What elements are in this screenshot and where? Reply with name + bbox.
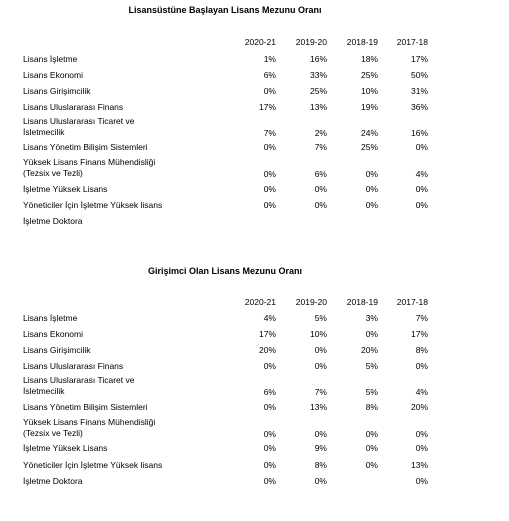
row-label: Yüksek Lisans Finans Mühendisliği [23, 417, 156, 427]
table-cell: 4% [263, 313, 276, 323]
row-label: İşletme Doktora [23, 216, 83, 226]
table-cell: 0% [415, 184, 428, 194]
table-cell: 0% [314, 476, 327, 486]
table-cell: 0% [314, 361, 327, 371]
table-cell: 5% [314, 313, 327, 323]
row-label: Lisans Uluslararası Ticaret ve [23, 116, 135, 126]
table-cell: 13% [410, 460, 428, 470]
table-cell: 0% [314, 200, 327, 210]
table-cell: 0% [365, 460, 378, 470]
row-label: Lisans Girişimcilik [23, 86, 91, 96]
row-label: Lisans Yönetim Bilişim Sistemleri [23, 402, 148, 412]
table-cell: 24% [360, 128, 378, 138]
table-cell: 25% [360, 142, 378, 152]
table-cell: 9% [314, 443, 327, 453]
table-cell: 17% [410, 54, 428, 64]
table-title: Girişimci Olan Lisans Mezunu Oranı [147, 266, 303, 276]
table-cell: 8% [314, 460, 327, 470]
table-cell: 36% [410, 102, 428, 112]
table-cell: 0% [263, 361, 276, 371]
table-cell: 6% [263, 387, 276, 397]
row-label: İşletme Doktora [23, 476, 83, 486]
row-label: Lisans Girişimcilik [23, 345, 91, 355]
table-cell: 0% [365, 184, 378, 194]
table-cell: 0% [314, 184, 327, 194]
table-cell: 0% [365, 169, 378, 179]
table-cell: 13% [309, 102, 327, 112]
table-cell: 7% [314, 142, 327, 152]
table-cell: 0% [415, 200, 428, 210]
table-cell: 0% [263, 402, 276, 412]
table-cell: 6% [314, 169, 327, 179]
table-cell: 0% [314, 429, 327, 439]
table-cell: 0% [365, 429, 378, 439]
table-title: Lisansüstüne Başlayan Lisans Mezunu Oranı [128, 5, 322, 15]
table-cell: 13% [309, 402, 327, 412]
table-cell: 6% [263, 70, 276, 80]
table-cell: 10% [309, 329, 327, 339]
row-label: Lisans Uluslararası Ticaret ve [23, 375, 135, 385]
table-cell: 17% [258, 102, 276, 112]
table-cell: 1% [263, 54, 276, 64]
table-cell: 7% [415, 313, 428, 323]
table-cell: 3% [365, 313, 378, 323]
column-header: 2020-21 [244, 37, 276, 47]
table-cell: 5% [365, 387, 378, 397]
table-cell: 0% [263, 460, 276, 470]
table-cell: 8% [415, 345, 428, 355]
column-header: 2019-20 [295, 297, 327, 307]
column-header: 2020-21 [244, 297, 276, 307]
table-cell: 16% [410, 128, 428, 138]
column-header: 2019-20 [295, 37, 327, 47]
table-cell: 0% [263, 86, 276, 96]
table-cell: 20% [360, 345, 378, 355]
table-cell: 25% [360, 70, 378, 80]
table-cell: 25% [309, 86, 327, 96]
row-label: (Tezsix ve Tezli) [23, 428, 83, 438]
table-cell: 0% [314, 345, 327, 355]
column-header: 2017-18 [396, 297, 428, 307]
table-cell: 4% [415, 387, 428, 397]
table-cell: 0% [365, 200, 378, 210]
table-cell: 0% [263, 443, 276, 453]
table-cell: 0% [263, 169, 276, 179]
row-label: (Tezsix ve Tezli) [23, 168, 83, 178]
table-cell: 19% [360, 102, 378, 112]
table-cell: 0% [365, 443, 378, 453]
table-cell: 0% [415, 443, 428, 453]
row-label: Lisans Yönetim Bilişim Sistemleri [23, 142, 148, 152]
table-cell: 7% [314, 387, 327, 397]
row-label: Yüksek Lisans Finans Mühendisliği [23, 157, 156, 167]
table-cell: 0% [415, 429, 428, 439]
table-cell: 0% [263, 200, 276, 210]
table-cell: 17% [258, 329, 276, 339]
table-cell: 7% [263, 128, 276, 138]
table-cell: 0% [263, 142, 276, 152]
table-cell: 0% [415, 476, 428, 486]
row-label: Yöneticiler İçin İşletme Yüksek lisans [23, 200, 163, 210]
table-cell: 0% [263, 429, 276, 439]
table-cell: 0% [263, 184, 276, 194]
table-cell: 0% [263, 476, 276, 486]
table-cell: 33% [309, 70, 327, 80]
table-cell: 16% [309, 54, 327, 64]
table-cell: 0% [415, 142, 428, 152]
row-label: İsletmecilik [23, 127, 65, 137]
row-label: Lisans Ekonomi [23, 329, 84, 339]
table-cell: 50% [410, 70, 428, 80]
table-cell: 5% [365, 361, 378, 371]
table-cell: 18% [360, 54, 378, 64]
table-cell: 10% [360, 86, 378, 96]
column-header: 2018-19 [346, 37, 378, 47]
table-cell: 20% [410, 402, 428, 412]
column-header: 2018-19 [346, 297, 378, 307]
table-cell: 31% [410, 86, 428, 96]
row-label: Lisans Ekonomi [23, 70, 84, 80]
row-label: Lisans Uluslararası Finans [23, 102, 124, 112]
row-label: İşletme Yüksek Lisans [23, 443, 108, 453]
table-cell: 17% [410, 329, 428, 339]
row-label: İşletme Yüksek Lisans [23, 184, 108, 194]
table-cell: 4% [415, 169, 428, 179]
row-label: İsletmecilik [23, 386, 65, 396]
table-cell: 0% [415, 361, 428, 371]
table-cell: 8% [365, 402, 378, 412]
table-cell: 0% [365, 329, 378, 339]
row-label: Lisans İşletme [23, 54, 78, 64]
row-label: Lisans Uluslararası Finans [23, 361, 124, 371]
column-header: 2017-18 [396, 37, 428, 47]
row-label: Lisans İşletme [23, 313, 78, 323]
table-cell: 2% [314, 128, 327, 138]
table-cell: 20% [258, 345, 276, 355]
row-label: Yöneticiler İçin İşletme Yüksek lisans [23, 460, 163, 470]
